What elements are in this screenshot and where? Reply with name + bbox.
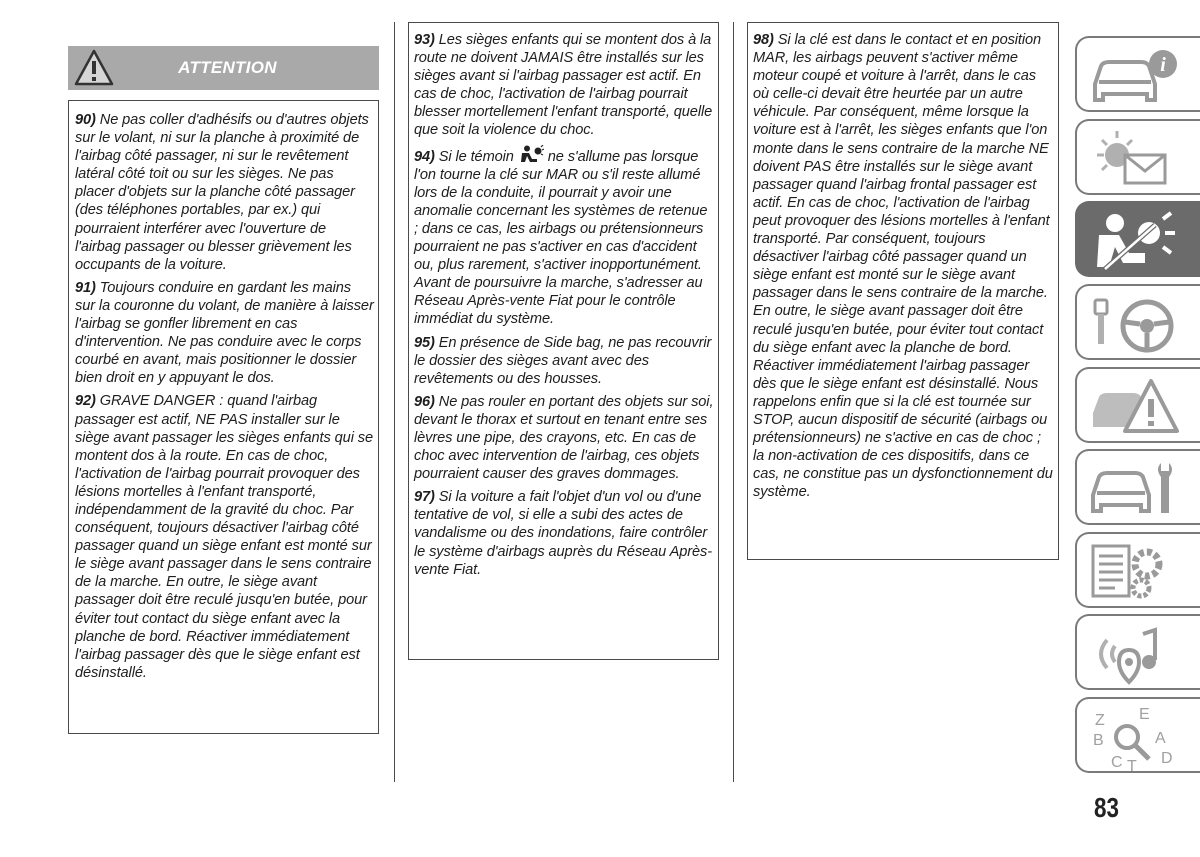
tab-index[interactable] [1075, 697, 1200, 773]
index-letter: C [1111, 754, 1123, 771]
note-98: 98) Si la clé est dans le contact et en position MAR, les airbags peuvent s'activer même moteur coupé et voiture à l'arrêt, dans le cas où celle-ci devait être heurtée par un autre véhicule. Par conséquent, même lorsque la voiture est à l'arrêt, les sièges enfants que l'on monte dans le sens contraire de la marche NE doivent PAS être installés sur le siège avant passager quand l'airbag frontal passager est actif. En cas de choc, l'activation de l'airbag peut provoquer des lésions mortelles à l'enfant transporté. Par conséquent, toujours désactiver l'airbag côté passager quand un siège enfant est monté sur le siège avant passager dans le sens contraire de la marche. En outre, le siège avant passager doit être reculé jusqu'en butée, pour éviter tout contact du siège enfant avec la planche de bord. Réactiver immédiatement l'airbag passager dès que le siège enfant est désinstallé. Nous rappelons enfin que si la clé est tournée sur STOP, aucun dispositif de sécurité (airbags ou prétensionneurs) ne s'active en cas de choc ; la non-activation de ces dispositifs, dans ce cas, ne constitue pas un dysfonctionnement du système. [753, 32, 1053, 501]
svg-text:i: i [1160, 54, 1166, 76]
tab-airbag-safety[interactable] [1075, 201, 1200, 277]
note-93: 93) Les sièges enfants qui se montent dos à la route ne doivent JAMAIS être installés sur les sièges avant si l'airbag passager est actif. En cas de choc, l'activation de l'airbag pourrait blesser mortellement l'enfant transporté, quelle que soit la violence du choc. [414, 32, 713, 139]
note-97: 97) Si la voiture a fait l'objet d'un vol ou d'une tentative de vol, si elle a subi des actes de vandalisme ou des inondations, faire contrôler le système d'airbags auprès du Réseau Après-vente Fiat. [414, 489, 712, 578]
note-92: 92) GRAVE DANGER : quand l'airbag passager est actif, NE PAS installer sur le siège avant passager les sièges enfants qui se montent dos à la route. En cas de choc, l'activation de l'airbag pourrait provoquer des lésions mortelles à l'enfant transporté, indépendamment de la gravité du choc. Par conséquent, toujours désactiver l'airbag côté passager quand un siège enfant est monté sur le siège avant passager dans le sens contraire de la marche. En outre, le siège avant passager doit être reculé jusqu'en butée, pour éviter tout contact du siège enfant avec la planche de bord. Réactiver immédiatement l'airbag passager dès que le siège enfant est désinstallé. [75, 393, 374, 681]
tab-maintenance[interactable] [1075, 449, 1200, 525]
tab-technical-data[interactable] [1075, 532, 1200, 608]
note-95: 95) En présence de Side bag, ne pas recouvrir le dossier des sièges avant avec des revêtements ou des housses. [414, 334, 712, 387]
tab-car-info[interactable] [1075, 36, 1200, 112]
warning-triangle-icon [72, 46, 116, 90]
warning-box-right [747, 22, 1059, 560]
page-number: 83 [1094, 792, 1119, 823]
tab-multimedia[interactable] [1075, 614, 1200, 690]
index-letter: T [1127, 758, 1137, 771]
airbag-safety-icon [1085, 207, 1185, 275]
note-94: 94) Si le témoin ne s'allume pas lorsque l'on tourne la clé sur MAR ou s'il reste allumé lors de la conduite, il pourrait y avoir une anomalie concernant les systèmes de retenue ; dans ce cas, les airbags ou prétensionneurs pourraient ne pas s'activer en cas d'accident ou, plus rarement, s'activer inopportunément. Avant de poursuivre la marche, s'adresser au Réseau Après-vente Fiat pour le contrôle immédiat du système. [414, 145, 714, 329]
note-96: 96) Ne pas rouler en portant des objets sur soi, devant le thorax et surtout en tenant entre ses lèvres une pipe, des crayons, etc. En cas de choc avec intervention de l'airbag, ces objets pourraient causer des graves dommages. [414, 393, 714, 483]
index-letter: B [1093, 732, 1104, 749]
tab-warning-lights[interactable] [1075, 119, 1200, 195]
multimedia-icon [1085, 620, 1185, 688]
note-91: 91) Toujours conduire en gardant les mains sur la couronne du volant, de manière à laisser l'airbag se gonfler librement en cas d'intervention. Ne pas conduire avec le corps courbé en avant, mais positionner le dossier bien droit en y appuyant le dos. [75, 279, 374, 387]
index-icon [1085, 703, 1185, 771]
car-info-icon [1085, 42, 1185, 110]
warning-lights-icon [1085, 125, 1185, 193]
index-letter: Z [1095, 712, 1105, 729]
car-maintenance-icon [1085, 455, 1185, 523]
car-emergency-icon [1085, 373, 1185, 441]
warning-box-middle [408, 22, 719, 660]
note-90: 90) Ne pas coller d'adhésifs ou d'autres objets sur le volant, ni sur la planche à proximité de l'airbag côté passager, ni sur le revêtement latéral côté toit ou sur les sièges. Ne pas placer d'objets sur la planche côté passager (des téléphones portables, par ex.) qui pourraient interférer avec l'ouverture de l'airbag passager ou blesser grièvement les occupants de la voiture. [75, 112, 369, 273]
key-steering-wheel-icon [1085, 290, 1185, 358]
tab-emergency[interactable] [1075, 367, 1200, 443]
index-letter: D [1161, 750, 1173, 767]
index-letter: E [1139, 706, 1150, 723]
attention-header [68, 46, 379, 90]
technical-data-icon [1085, 538, 1185, 606]
warning-box-left [68, 100, 379, 734]
attention-title: ATTENTION [178, 58, 277, 77]
index-letter: A [1155, 730, 1166, 747]
column-rule-1 [394, 22, 395, 782]
airbag-warning-icon [518, 145, 544, 165]
tab-starting-driving[interactable] [1075, 284, 1200, 360]
column-rule-2 [733, 22, 734, 782]
